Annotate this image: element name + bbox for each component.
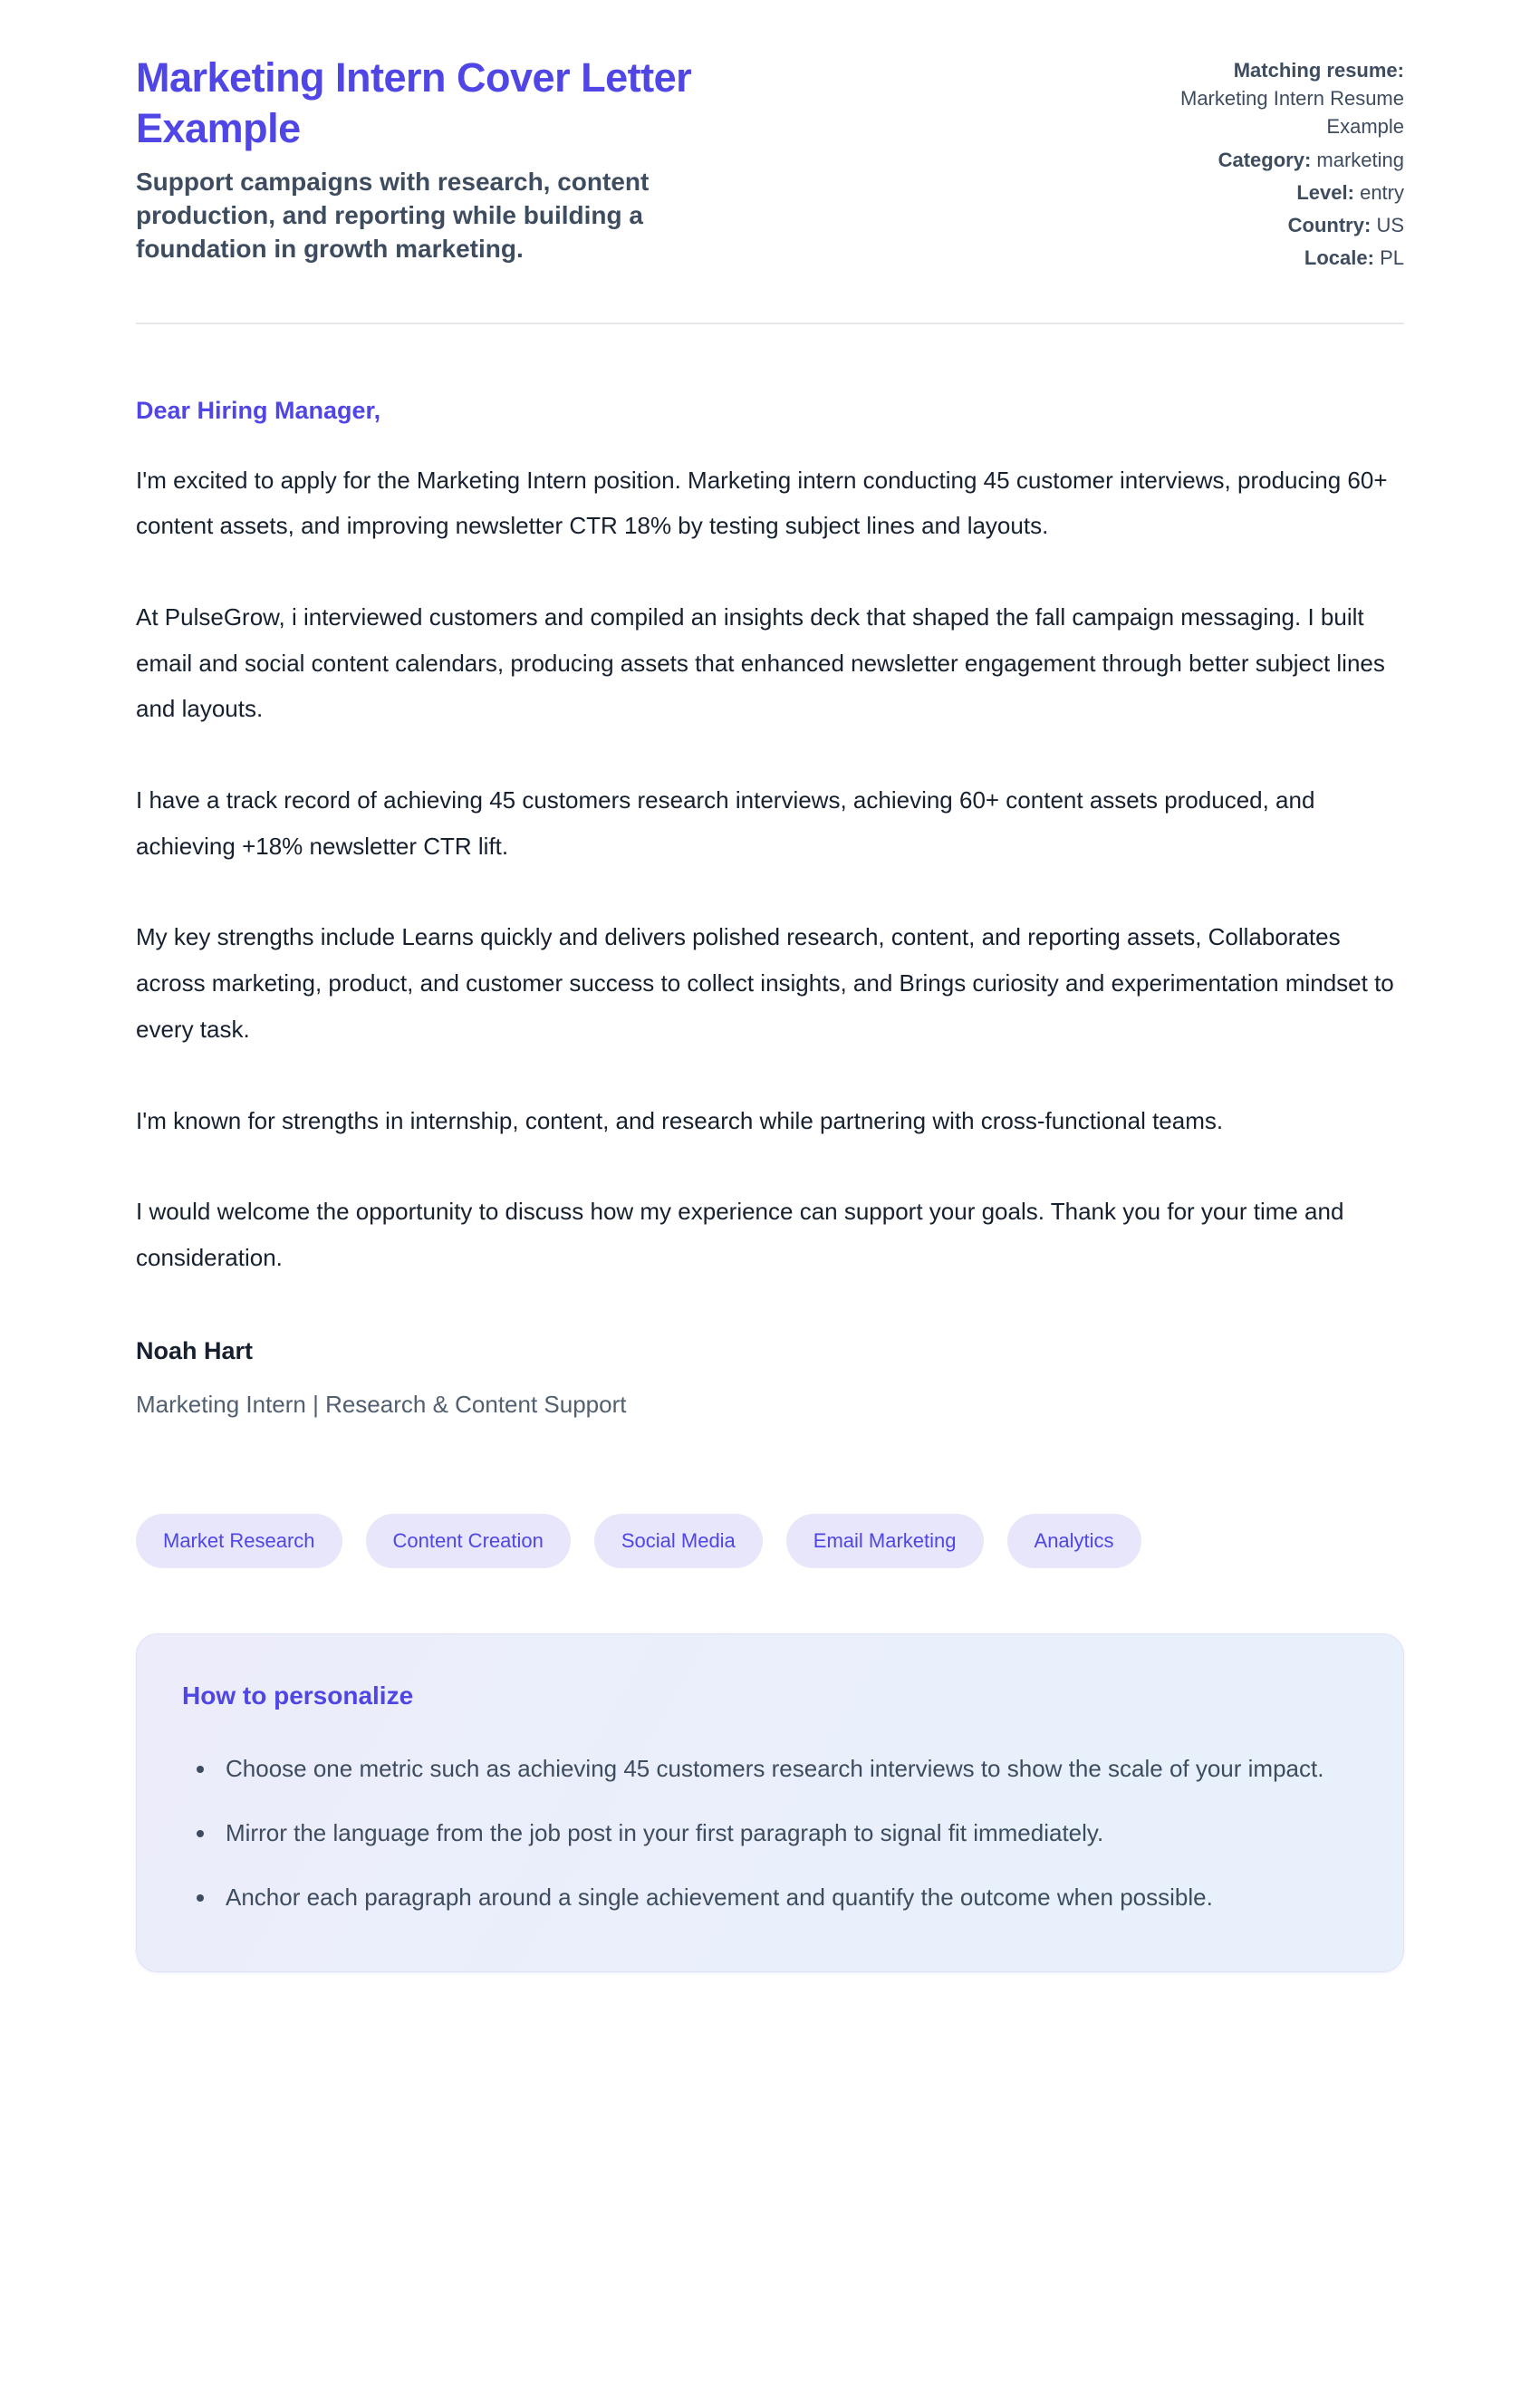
paragraph-strengths: My key strengths include Learns quickly and delivers polished research, content, and reporting assets, Collaborates across marketing, product, and customer success to collect insights, and Brings curiosity and experimentation mindset to every task. — [136, 923, 1394, 1043]
meta-panel — [1169, 56, 1404, 277]
meta-matching-resume-value: Marketing Intern Resume Example — [1180, 87, 1404, 139]
meta-category-label: Category: — [1218, 148, 1312, 171]
meta-matching-resume — [1169, 56, 1404, 141]
paragraph-closing: I would welcome the opportunity to discuss how my experience can support your goals. Thank you for your time and consideration. — [136, 1198, 1344, 1271]
tags-row — [136, 1514, 1404, 1568]
tag-content-creation: Content Creation — [366, 1514, 571, 1568]
tag-analytics: Analytics — [1007, 1514, 1141, 1568]
tag-email-marketing: Email Marketing — [786, 1514, 984, 1568]
tip-text: Mirror the language from the job post in your first paragraph to signal fit immediately. — [226, 1818, 1104, 1846]
header-text — [136, 53, 1169, 265]
meta-country-label: Country: — [1287, 214, 1372, 237]
meta-level — [1169, 178, 1404, 207]
letter-body — [136, 458, 1404, 1281]
bullet-dot — [197, 1766, 204, 1773]
tip-item — [182, 1747, 1358, 1791]
tips-list — [182, 1747, 1358, 1921]
meta-locale-value: PL — [1380, 246, 1404, 270]
salutation: Dear Hiring Manager, — [136, 396, 381, 424]
meta-category — [1169, 146, 1404, 174]
page-header — [136, 53, 1404, 277]
tips-heading: How to personalize — [182, 1681, 414, 1710]
tip-text: Anchor each paragraph around a single achievement and quantify the outcome when possible. — [226, 1884, 1213, 1912]
signature-role: Marketing Intern | Research & Content Support — [136, 1390, 627, 1418]
bullet-dot — [197, 1894, 204, 1902]
page-container — [136, 0, 1404, 2045]
paragraph-track-record: I have a track record of achieving 45 customers research interviews, achieving 60+ content assets produced, and achieving +18% newsletter CTR lift. — [136, 786, 1315, 860]
tips-card — [136, 1633, 1404, 1972]
paragraph-intro: I'm excited to apply for the Marketing Intern position. Marketing intern conducting 45 customer interviews, producing 60+ content assets, and improving newsletter CTR 18% by testing subject lines and layouts. — [136, 466, 1388, 540]
meta-locale-label: Locale: — [1304, 246, 1374, 270]
meta-country-value: US — [1376, 214, 1404, 237]
meta-category-value: marketing — [1316, 148, 1404, 171]
meta-locale — [1169, 244, 1404, 272]
cover-letter — [136, 397, 1404, 1419]
page-subtitle: Support campaigns with research, content production, and reporting while building a foundation in growth marketing. — [136, 167, 650, 264]
paragraph-experience: At PulseGrow, i interviewed customers and compiled an insights deck that shaped the fall campaign messaging. I built email and social content calendars, producing assets that enhanced newsletter engagement through better subject lines and layouts. — [136, 603, 1385, 723]
page-title: Marketing Intern Cover Letter Example — [136, 54, 692, 151]
meta-level-label: Level: — [1296, 180, 1354, 204]
header-divider — [136, 323, 1404, 324]
meta-country — [1169, 211, 1404, 239]
signature-name: Noah Hart — [136, 1336, 254, 1364]
tip-item — [182, 1875, 1358, 1920]
tip-text: Choose one metric such as achieving 45 customers research interviews to show the scale of your impact. — [226, 1754, 1324, 1782]
tag-social-media: Social Media — [594, 1514, 763, 1568]
paragraph-known-for: I'm known for strengths in internship, content, and research while partnering with cross-functional teams. — [136, 1106, 1224, 1134]
tag-market-research: Market Research — [136, 1514, 342, 1568]
meta-matching-resume-label: Matching resume: — [1233, 59, 1404, 82]
meta-level-value: entry — [1360, 180, 1404, 204]
bullet-dot — [197, 1830, 204, 1837]
tip-item — [182, 1811, 1358, 1855]
